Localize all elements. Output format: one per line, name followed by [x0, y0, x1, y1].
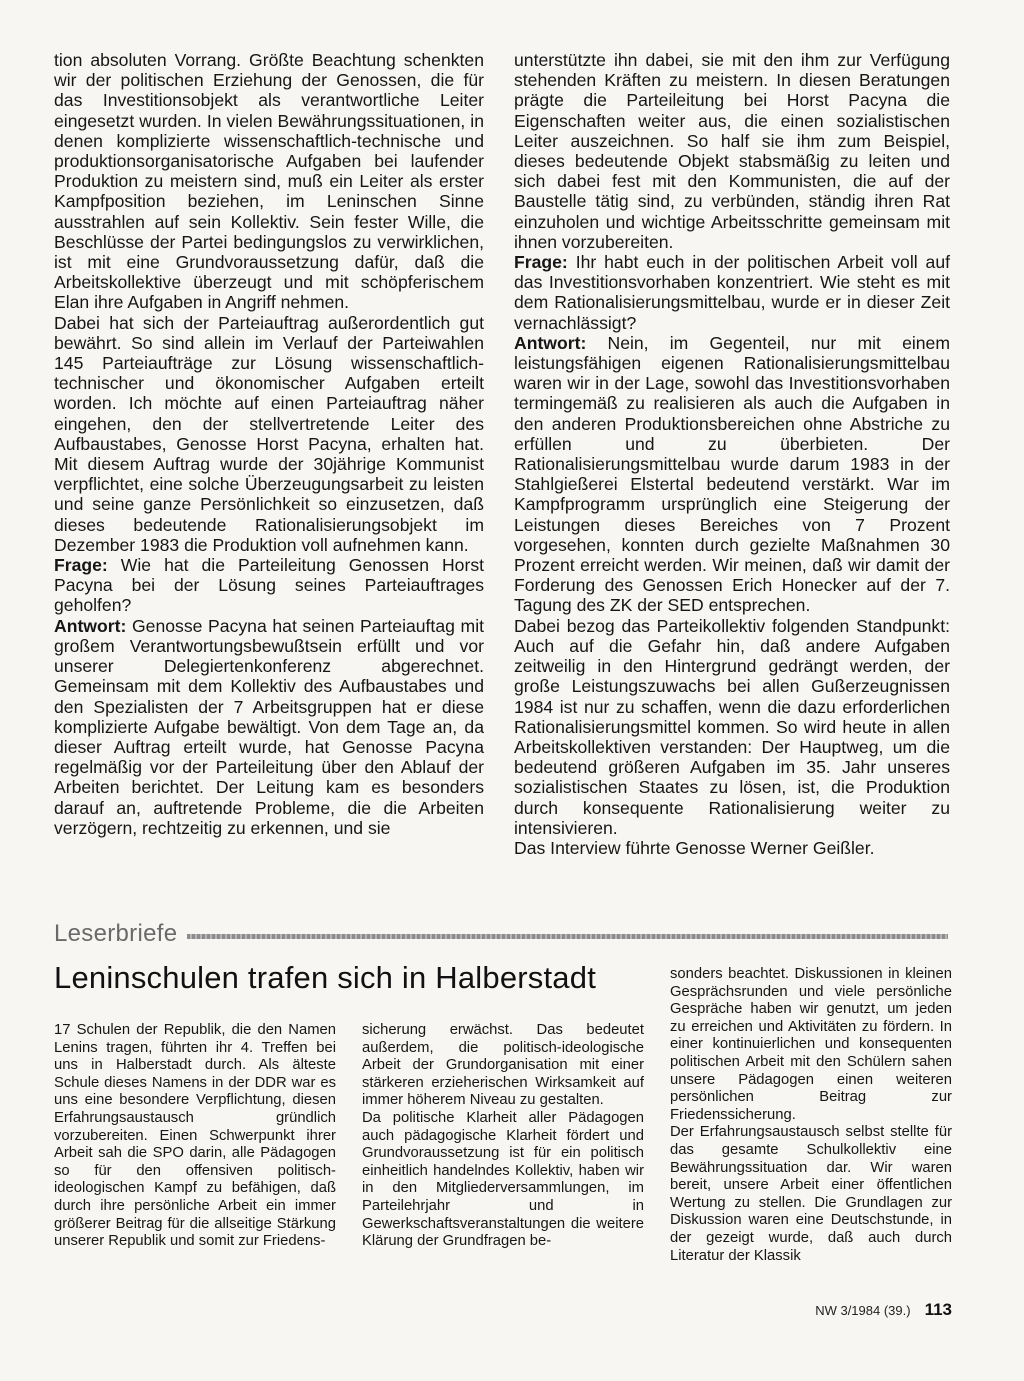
interview-left-column — [54, 50, 484, 838]
interview-right-column — [514, 50, 950, 858]
paragraph: Der Erfahrungsaustausch selbst stellte für das gesamte Schulkollektiv eine Bewährungssituation dar. Wir waren bereit, unsere Arbeit einer öffentlichen Wertung zu stellen. Die Grundlagen zur Diskussion waren eine Deutschstunde, in der gezeigt wurde, daß auch durch Literatur der Klassik — [670, 1124, 952, 1264]
paragraph: Da politische Klarheit aller Pädagogen auch pädagogische Klarheit fördert und Grundvoraussetzung ist für ein politisch einheitlich handelndes Kollektiv, haben wir in den Mitgliederversammlungen, im Parteilehrjahr und in Gewerkschaftsveranstaltungen die weitere Klärung der Grundfragen be- — [362, 1109, 644, 1250]
question-label: Frage: — [54, 555, 108, 576]
paragraph: sonders beachtet. Diskussionen in kleinen Gesprächsrunden und viele persönliche Gespräche haben wir genutzt, um jeden zu erreichen und Aktivitäten zu fördern. In einer kontinuierlichen und konsequenten politischen Arbeit mit den Schülern sahen unsere Pädagogen einen weiteren persönlichen Beitrag zur Friedenssicherung. — [670, 966, 952, 1123]
article-column-3 — [670, 966, 952, 1265]
article-column-2 — [362, 1022, 644, 1251]
issue-number: NW 3/1984 (39.) — [815, 1303, 911, 1318]
answer-text: Nein, im Gegenteil, nur mit einem leistungsfähigen eigenen Rationalisierungsmittelbau waren wir in der Lage, sowohl das Investitionsvorhaben termingemäß zu realisieren als auch die Aufgaben in den anderen Produktionsbereichen ohne Abstriche zu erfüllen und zu überbieten. Der Rationalisierungsmittelbau wurde darum 1983 in der Stahlgießerei Elstertal bedeutend verstärkt. War im Kampfprogramm ursprünglich eine Steigerung der Leistungen dieses Bereiches von 7 Prozent vorgesehen, konnten durch gezielte Maßnahmen 30 Prozent erreicht werden. Wir meinen, daß wir damit der Forderung des Genossen Erich Honecker auf der 7. Tagung des ZK der SED entsprechen. — [514, 332, 950, 616]
paragraph: Dabei bezog das Parteikollektiv folgenden Standpunkt: Auch auf die Gefahr hin, daß andere Aufgaben zeitweilig in den Hintergrund gedrängt werden, der große Leistungszuwachs bei allen Gußerzeugnissen 1984 ist nur zu schaffen, wenn die dazu erforderlichen Rationalisierungsmittel kommen. So wird heute in allen Arbeitskollektiven verstanden: Der Hauptweg, um die bedeutend größeren Aufgaben im 35. Jahr unseres sozialistischen Staates zu lösen, ist, die Produktion durch konsequente Rationalisierung weiter zu intensivieren. — [514, 615, 950, 838]
question-label: Frage: — [514, 252, 568, 273]
answer-1 — [54, 616, 484, 838]
interview-credit: Das Interview führte Genosse Werner Geißler. — [514, 837, 875, 858]
paragraph: unterstützte ihn dabei, sie mit den ihm zur Verfügung stehenden Kräften zu meistern. In diesen Beratungen prägte die Parteileitung bei Horst Pacyna die Eigenschaften weiter aus, die einen sozialistischen Leiter auszeichnen. So half sie ihm zum Beispiel, dieses bedeutende Objekt stabsmäßig zu leiten und sich dabei fest mit den Kommunisten, die auf der Baustelle tätig sind, zu verbünden, ständig ihren Rat einzuholen und wichtige Arbeitsschritte gemeinsam mit ihnen vorzubereiten. — [514, 50, 950, 252]
section-header — [54, 920, 948, 948]
question-text: Wie hat die Parteileitung Genossen Horst Pacyna bei der Lösung seines Parteiauftrages geholfen? — [54, 555, 485, 616]
paragraph: Dabei hat sich der Parteiauftrag außerordentlich gut bewährt. So sind allein im Verlauf der Parteiwahlen 145 Parteiaufträge zur Lösung wissenschaftlich-technischer und ökonomischer Aufgaben erteilt worden. Ich möchte auf einen Parteiauftrag näher eingehen, den der stellvertretende Leiter des Aufbaustabes, Genosse Horst Pacyna, erhalten hat. Mit diesem Auftrag wurde der 30jährige Kommunist verpflichtet, eine solche Überzeugungsarbeit zu leisten und seine ganze Persönlichkeit so einzusetzen, daß dieses bedeutende Rationalisierungsobjekt im Dezember 1983 die Produktion voll aufnehmen kann. — [54, 312, 484, 555]
page-footer — [812, 1300, 952, 1320]
article-headline: Leninschulen trafen sich in Halberstadt — [54, 960, 597, 995]
question-2 — [514, 252, 950, 333]
section-rule — [187, 934, 948, 939]
paragraph: tion absoluten Vorrang. Größte Beachtung schenkten wir der politischen Erziehung der Genossen, die für das Investitionsobjekt als verantwortliche Leiter eingesetzt wurden. In vielen Bewährungssituationen, in denen komplizierte wissenschaftlich-technische und produktionsorganisatorische Aufgaben bei laufender Produktion zu meistern sind, muß ein Leiter als erster Kampfposition beziehen, im Leninschen Sinne ausstrahlen auf sein Kollektiv. Sein fester Wille, die Beschlüsse der Partei bedingungslos zu verwirklichen, ist mit eine Grundvoraussetzung dafür, daß die Arbeitskollektive überzeugt und mit schöpferischem Elan ihre Aufgaben in Angriff nehmen. — [54, 50, 484, 313]
article-column-1 — [54, 1022, 336, 1251]
answer-text: Genosse Pacyna hat seinen Parteiauftag mit großem Verantwortungsbewußtsein erfüllt und vor unserer Delegiertenkonferenz abgerechnet. Gemeinsam mit dem Kollektiv des Aufbaustabes und den Spezialisten der 7 Arbeitsgruppen hat er diese komplizierte Aufgabe bewältigt. Von dem Tage an, da dieser Auftrag erteilt wurde, hat Genosse Pacyna regelmäßig vor der Parteileitung über den Ablauf der Arbeiten berichtet. Der Leitung kam es besonders darauf an, auftretende Probleme, die die Arbeiten verzögern, rechtzeitig zu erkennen, und sie — [54, 615, 484, 838]
paragraph: 17 Schulen der Republik, die den Namen Lenins tragen, führten ihr 4. Treffen bei uns in Halberstadt durch. Als älteste Schule dieses Namens in der DDR war es uns eine besondere Verpflichtung, diesen Erfahrungsaustausch gründlich vorzubereiten. Einen Schwerpunkt ihrer Arbeit sah die SPO darin, alle Pädagogen so für den offensiven politisch-ideologischen Kampf zu befähigen, daß durch ihre persönliche Arbeit ein immer größerer Beitrag für die allseitige Stärkung unserer Republik und somit zur Friedens- — [54, 1022, 336, 1250]
paragraph: sicherung erwächst. Das bedeutet außerdem, die politisch-ideologische Arbeit der Grundorganisation mit einer stärkeren erzieherischen Wirksamkeit auf immer höherem Niveau zu gestalten. — [362, 1022, 644, 1109]
answer-2 — [514, 333, 950, 616]
answer-label: Antwort: — [514, 332, 587, 353]
question-1 — [54, 555, 484, 616]
question-text: Ihr habt euch in der politischen Arbeit voll auf das Investitionsvorhaben konzentriert. Wie steht es mit dem Rationalisierungsmittelbau, wurde er in dieser Zeit vernachlässigt? — [514, 252, 951, 333]
answer-label: Antwort: — [54, 615, 127, 636]
page-number: 113 — [924, 1300, 952, 1319]
section-label: Leserbriefe — [54, 920, 178, 947]
